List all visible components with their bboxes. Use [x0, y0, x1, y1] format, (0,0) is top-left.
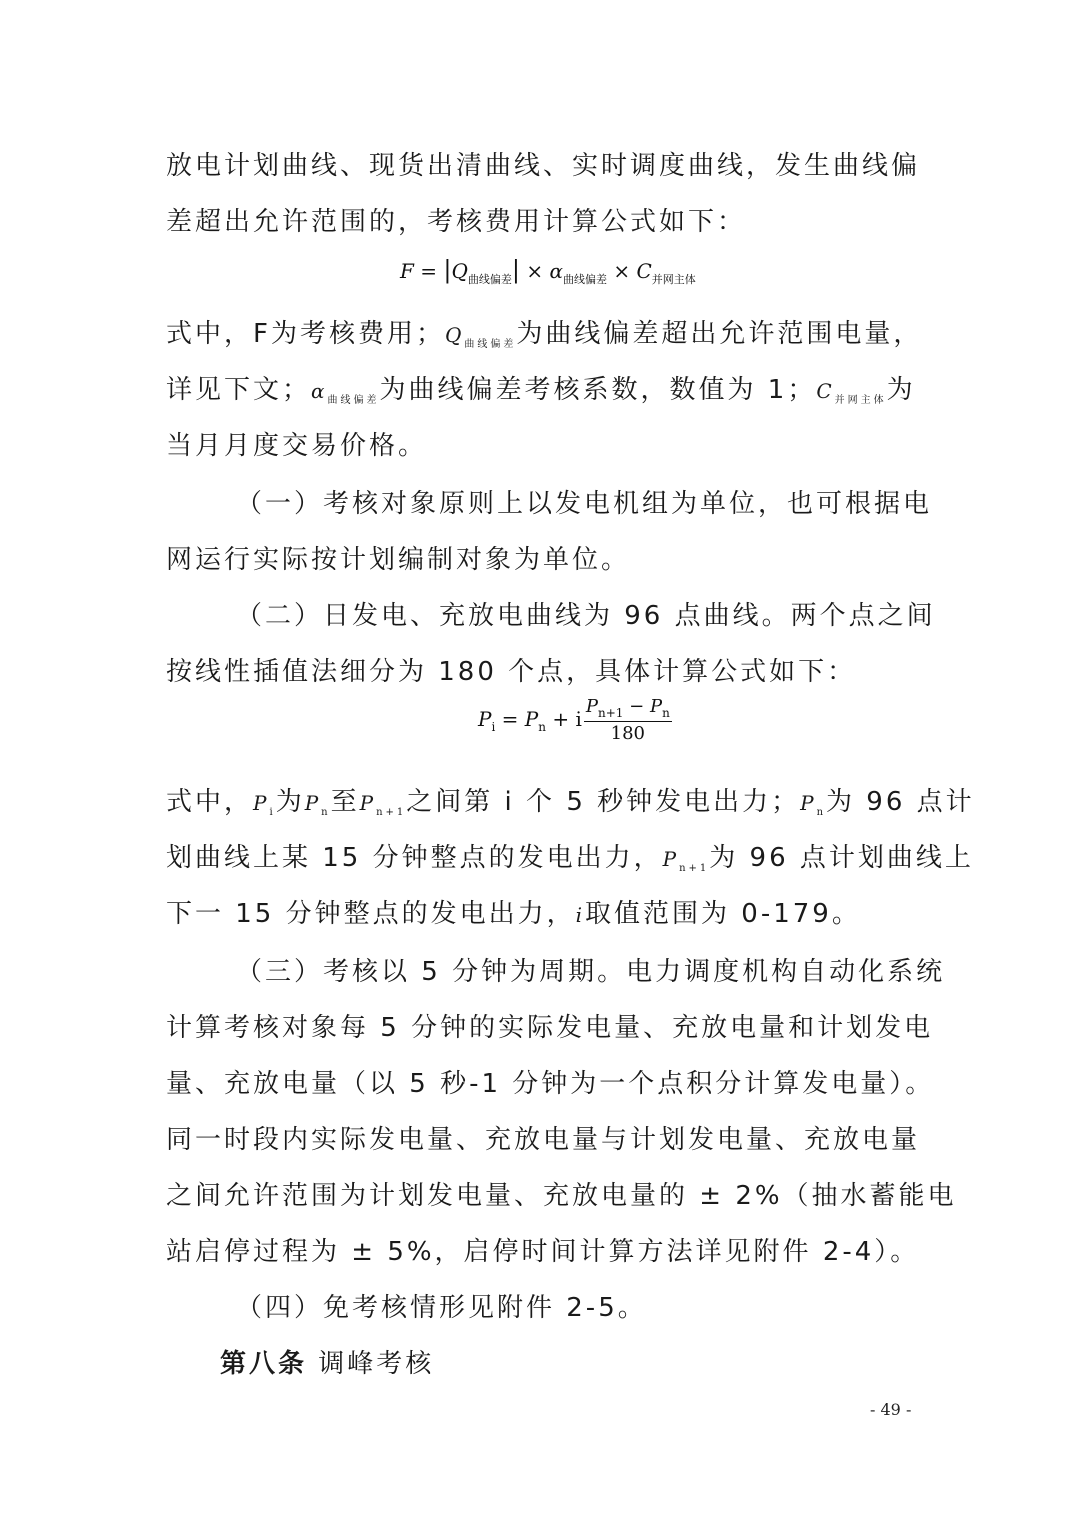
text-line: 放电计划曲线、现货出清曲线、实时调度曲线，发生曲线偏	[166, 151, 921, 181]
text-line: （四）免考核情形见附件 2-5。	[236, 1293, 647, 1323]
formula-symbol: P	[478, 706, 492, 731]
text-line: 详见下文；$\alpha_{曲线偏差}$为曲线偏差考核系数，数值为 1；$C_{并网主体}$为	[166, 375, 916, 406]
abs-bar-right: |	[511, 256, 520, 284]
abs-bar-left: |	[443, 256, 452, 284]
text-line: 差超出允许范围的，考核费用计算公式如下：	[166, 207, 747, 237]
text-line: 划曲线上某 15 分钟整点的发电出力，$P_{n+1}$为 96 点计划曲线上	[166, 843, 974, 874]
article-heading	[220, 1346, 918, 1382]
text-line: （二）日发电、充放电曲线为 96 点曲线。两个点之间	[236, 601, 936, 631]
formula-operator: =	[495, 706, 525, 731]
formula-operator: + i	[546, 706, 582, 731]
formula-subscript: 曲线偏差	[562, 273, 607, 286]
text-line: 站启停过程为 ± 5%，启停时间计算方法详见附件 2-4）。	[166, 1237, 920, 1267]
text-line: 同一时段内实际发电量、充放电量与计划发电量、充放电量	[166, 1125, 921, 1155]
text-line: 计算考核对象每 5 分钟的实际发电量、充放电量和计划发电	[166, 1013, 934, 1043]
text-line: 网运行实际按计划编制对象为单位。	[166, 545, 631, 575]
formula-subscript: 并网主体	[651, 273, 696, 286]
var-C: $C_{并网主体}$	[816, 379, 887, 406]
page-number: - 49 -	[870, 1400, 912, 1419]
formula-symbol: F	[400, 259, 414, 283]
formula-symbol: α	[549, 259, 563, 283]
text-line: 当月月度交易价格。	[166, 431, 428, 461]
var-alpha: $\alpha_{曲线偏差}$	[311, 379, 380, 406]
formula-symbol: P	[524, 706, 539, 731]
formula-symbol: Q	[451, 259, 468, 283]
formula-fraction	[584, 696, 672, 744]
article-title: 调峰考核	[307, 1349, 435, 1379]
fraction-denominator: 180	[610, 723, 646, 744]
text-line: 下一 15 分钟整点的发电出力，i取值范围为 0-179。	[166, 899, 861, 929]
formula-operator: ×	[519, 259, 550, 283]
fraction-numerator: $P_{n+1} - P_n$	[585, 696, 670, 720]
text-line: （三）考核以 5 分钟为周期。电力调度机构自动化系统	[236, 957, 946, 987]
text-line: 量、充放电量（以 5 秒-1 分钟为一个点积分计算发电量）。	[166, 1069, 935, 1099]
formula-subscript: n	[538, 719, 546, 734]
text-line: 之间允许范围为计划发电量、充放电量的 ± 2%（抽水蓄能电	[166, 1181, 957, 1211]
formula-interpolation	[478, 696, 672, 744]
text-line: 式中，F为考核费用；$Q_{曲线偏差}$为曲线偏差超出允许范围电量，	[166, 319, 923, 350]
text-line: （一）考核对象原则上以发电机组为单位，也可根据电	[236, 489, 933, 519]
formula-operator: =	[413, 259, 444, 283]
formula-subscript: 曲线偏差	[467, 273, 512, 286]
formula-operator: ×	[606, 259, 637, 283]
text-line: 按线性插值法细分为 180 个点，具体计算公式如下：	[166, 657, 857, 687]
var-Q: $Q_{曲线偏差}$	[444, 323, 517, 350]
formula-symbol: C	[636, 259, 652, 283]
article-label: 第八条	[220, 1349, 308, 1379]
formula-assessment-fee	[400, 256, 696, 287]
text-line: 式中，$P_i$为$P_n$至$P_{n+1}$之间第 i 个 5 秒钟发电出力；$P_n$为 96 点计	[166, 787, 975, 818]
formula-subscript: i	[491, 719, 496, 734]
